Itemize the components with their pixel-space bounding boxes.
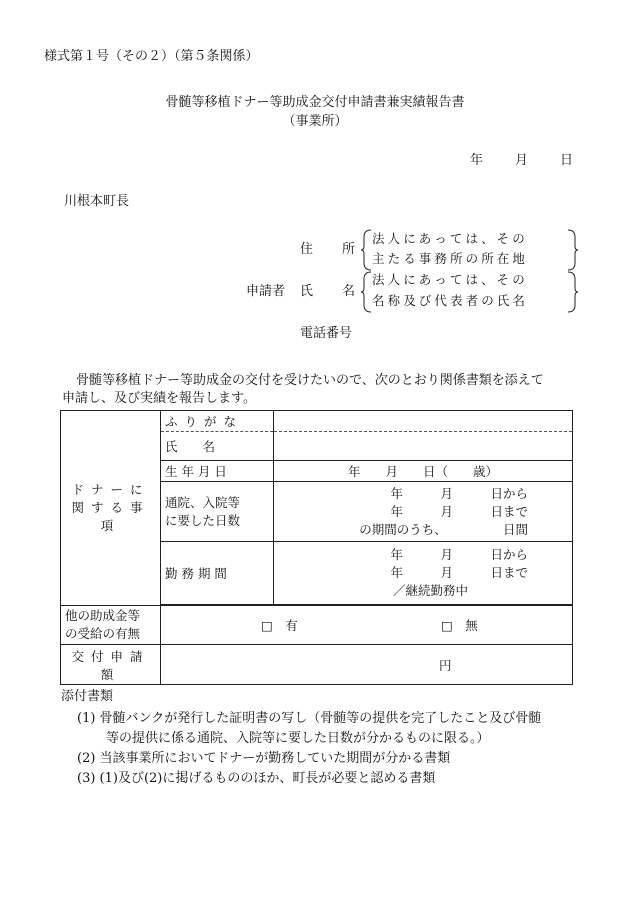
attachment-item-2: (2) 当該事業所においてドナーが勤務していた期間が分かる書類 (77, 751, 451, 766)
treatment-days-field[interactable]: 年 月 日から 年 月 日まで の期間のうち、 日間 (274, 482, 573, 542)
attachment-item-1-line-2: 等の提供に係る通院、入院等に要した日数が分かるものに限る。） (106, 731, 490, 746)
name-right-brace (565, 271, 579, 313)
other-subsidy-label: 他の助成金等 の受給の有無 (61, 606, 161, 645)
date-line: 年 月 日 (470, 153, 576, 168)
furigana-field[interactable] (274, 411, 573, 432)
donor-name-label: 氏 名 (161, 432, 274, 461)
other-subsidy-options (161, 606, 573, 645)
address-note-line-2: 主たる事務所の所在地 (372, 251, 529, 266)
attachment-item-3: (3) (1)及び(2)に掲げるもののほか、町長が必要と認める書類 (77, 771, 436, 786)
address-right-brace (565, 229, 579, 271)
form-subtitle: （事業所） (282, 114, 348, 129)
applicant-label: 申請者 (246, 284, 286, 299)
intro-line-2: 申請し、及び実績を報告します。 (62, 391, 256, 406)
donor-section-header: ドナーに 関する事項 (61, 411, 161, 606)
employment-period-field[interactable]: 年 月 日から 年 月 日まで ／継続勤務中 (274, 542, 573, 605)
attachments-heading: 添付書類 (61, 689, 114, 704)
address-label: 住 所 (300, 242, 357, 257)
requested-amount-label: 交付申請額 (61, 645, 161, 685)
other-subsidy-yes-checkbox[interactable]: □ 有 (261, 618, 298, 633)
addressee: 川根本町長 (64, 194, 130, 209)
treatment-days-label: 通院、入院等 に要した日数 (161, 482, 274, 542)
name-note-line-1: 法人にあっては、その (372, 272, 528, 287)
birth-date-field[interactable]: 年 月 日（ 歳） (274, 461, 573, 482)
donor-name-field[interactable] (274, 432, 573, 461)
form-title: 骨髄等移植ドナー等助成金交付申請書兼実績報告書 (165, 95, 465, 110)
furigana-label: ふりがな (161, 411, 274, 432)
employment-period-label: 勤 務 期 間 (161, 542, 274, 605)
other-subsidy-no-checkbox[interactable]: □ 無 (440, 618, 478, 633)
form-number: 様式第１号（その２）（第５条関係） (44, 49, 259, 64)
attachment-item-1-line-1: (1) 骨髄バンクが発行した証明書の写し（骨髄等の提供を完了したこと及び骨髄 (77, 711, 542, 726)
address-note-line-1: 法人にあっては、その (372, 231, 528, 246)
name-label: 氏 名 (300, 284, 357, 299)
birth-date-label: 生 年 月 日 (161, 461, 274, 482)
intro-line-1: 骨髄等移植ドナー等助成金の交付を受けたいので、次のとおり関係書類を添えて (76, 373, 544, 388)
requested-amount-field[interactable]: 円 (161, 645, 573, 685)
name-note-line-2: 名称及び代表者の氏名 (372, 293, 529, 308)
phone-label: 電話番号 (300, 326, 353, 341)
donor-info-table (60, 410, 573, 685)
